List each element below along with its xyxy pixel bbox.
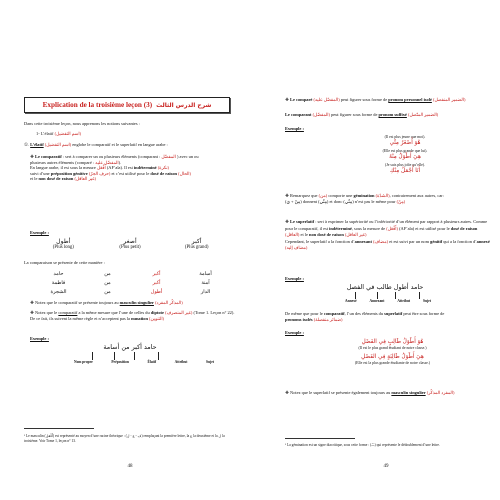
diamond-bullet-icon: ❖	[30, 154, 34, 159]
table-row: فاطمة من أكبر آمنة	[51, 281, 210, 286]
comparant-pronoun-line: Le comparant (المفضّل) peut figurer sous forme de pronom suffixé (الضمير المتّصل)	[285, 112, 439, 117]
superlatif-masculin-note: ❖ Notez que le superlatif se présente également toujours au masculin singulier (المفرد المذكّر)	[285, 390, 455, 395]
comparatif-paragraph: ❖ Le comparatif : sert à comparer un ou plusieurs éléments (comparant : المفضّل ) avec un ou plusieurs autres éléments (comparé : المفضّل عليه). En langue arabe, il est sous la mesure أَفْعَل (AF’ala). Il est indéterminé (نكرة) suivi d’une préposition génitive (حرف الجرّ) et c’est utilisé pour le dosé de raison (الحال) et le non dosé de raison (غير العاقل)	[30, 154, 199, 182]
compare-pronoun-line: ❖ Le comparé (المفضّل عليه) peut figurer sous forme de pronom personnel isolé (الضمير المنفصل)	[285, 97, 466, 102]
example-label: Exemple :	[285, 126, 304, 131]
footnote: ¹ La gémination est un signe diacritique, sous cette forme : (ــّـ) qui représente le dédoublement d’une lettre.	[285, 443, 440, 447]
example-line: (Elle est plus grande que lui). هِيَ أَطْوَلُ مِنْهُ	[382, 149, 428, 160]
example-line: (Il est plus jeune que moi). هُوَ أَصْغَرُ مِنِّي	[384, 135, 426, 146]
page-number: 49	[383, 464, 389, 469]
diagram-line	[377, 292, 378, 299]
example-line: (Je suis plus jolie qu’elle). أَنَا أَجْمَلُ مِنْكِ	[385, 163, 425, 174]
table-row: حامد من أكبر أسامة	[53, 272, 212, 277]
example-grammar-labels: Nom propre Préposition Élatif Attribut Sujet	[74, 360, 214, 364]
example-label: Exemple :	[285, 330, 304, 335]
example-word-translation: (Plus petit)	[119, 245, 141, 251]
comparison-intro: La comparaison se présente de cette manière :	[24, 260, 105, 265]
example-line: هُوَ أَطْوَلُ طَالِبٍ فِي الفَصْلِ (Il est le plus grand étudiant de notre classe.)	[358, 339, 427, 350]
example-word-translation: (Plus grand)	[184, 245, 209, 251]
superlatif-pronouns-note: De même que pour le comparatif, l’un des éléments du superlatif peut être sous forme de pronoms isolés (ضمائر منفصلة)	[285, 311, 445, 322]
diagram-line	[92, 352, 93, 360]
example-lines	[335, 135, 475, 175]
right-page	[255, 0, 495, 500]
example-word-translation: (Plus long)	[52, 245, 74, 251]
diagram-line	[355, 292, 356, 299]
example-word: أكبر	[191, 238, 202, 245]
superlatif-example-sentence: حامد أطول طالب في الفصل	[346, 283, 424, 291]
example-lines	[295, 340, 490, 366]
diagram-line	[419, 292, 420, 299]
note-diptote: ❖ Notez que le comparatif a la même mesure que l’une de celles du diptote (غير المنصرف) (Tome 1. Leçon n° 22). De ce fait, ils suivent la même règle et n’acceptent pas la nunation (التنوين)	[30, 310, 235, 321]
table-row: الشجرة من أطول الدار	[50, 290, 211, 295]
diagram-line	[134, 352, 135, 360]
diamond-bullet-icon: ❖	[285, 390, 289, 395]
diamond-bullet-icon: ❖	[285, 193, 289, 198]
example-label: Exemple :	[30, 336, 49, 341]
elatif-definition: ①. L’élatif (اسم التفضيل) englobe le comparatif et le superlatif en langue arabe :	[24, 142, 168, 147]
intro-text: Dans cette troisième leçon, nous apprenons les notions suivantes :	[24, 121, 140, 126]
diamond-bullet-icon: ❖	[285, 219, 289, 224]
bullet-icon: ①.	[24, 142, 30, 147]
footnote: ¹ Le masculin (أَفْعَل) est représenté au moyen d’une racine théorique : (ف - ع - ل) remplaçant la première lettre, la ع la deuxième et la ل la troisième. Voir Tome 1, leçon n° 13.	[24, 434, 225, 443]
footnote-divider	[24, 428, 94, 429]
example-label: Exemple :	[285, 276, 304, 281]
note-masculin: ❖ Notez que le comparatif se présente toujours au masculin singulier (المذكّر المفرد)	[30, 300, 183, 305]
diamond-bullet-icon: ❖	[30, 310, 34, 315]
list-item-elatif: 1- L’élatif (اسم التفضيل)	[36, 131, 82, 136]
superlatif-paragraph: ❖ Le superlatif : sert à exprimer la supériorité ou l’infériorité d’un élément par rapport à plusieurs autres. Comme pour le comparatif, il est indéterminé, sous la mesure de (أَفْعَل) (AF’ala) et est utilisé pour le dosé de raison (العاقل) et le non dosé de raison (غير العاقل) Cependant, le superlatif a la fonction d’annexant (مضاف) et est suivi par un nom génitif qui a la fonction d’annexé (مضاف إليه)	[285, 219, 490, 251]
left-page	[10, 0, 250, 500]
diagram-line	[158, 352, 159, 360]
remark-gemination: ❖ Remarquez que (من) comporte une gémination (الشدّة), contrairement aux autres, car: (مِنْ + يَ) donnent (مِنِّي) et donc (مِنِّي) n’est pas le même pour (مِنّ)	[285, 193, 444, 204]
example-word: أصغر	[123, 238, 137, 245]
page-number: 48	[127, 464, 133, 469]
diamond-bullet-icon: ❖	[285, 97, 289, 102]
footnote-divider	[285, 438, 355, 439]
lesson-title-arabic: شرح الدرس الثالث	[156, 101, 212, 109]
example-sentence: حامد أكبر من أسامة	[103, 343, 157, 351]
example-label: Exemple :	[30, 230, 49, 235]
diagram-line	[395, 292, 396, 299]
example-words-grid	[30, 239, 230, 251]
superlatif-grammar-labels: Annexé Annexant Attribut Sujet	[345, 299, 431, 303]
diagram-line	[114, 352, 115, 360]
diamond-bullet-icon: ❖	[30, 300, 34, 305]
lesson-title-box	[24, 97, 230, 113]
example-word: أطول	[56, 238, 71, 245]
example-line: هِيَ أَطْوَلُ طَالِبَةٍ فِي الفَصْلِ (Elle est la plus grande étudiante de notre classe.)	[354, 354, 431, 365]
comparison-table	[34, 270, 230, 297]
lesson-title: Explication de la troisième leçon (3)	[42, 101, 153, 109]
